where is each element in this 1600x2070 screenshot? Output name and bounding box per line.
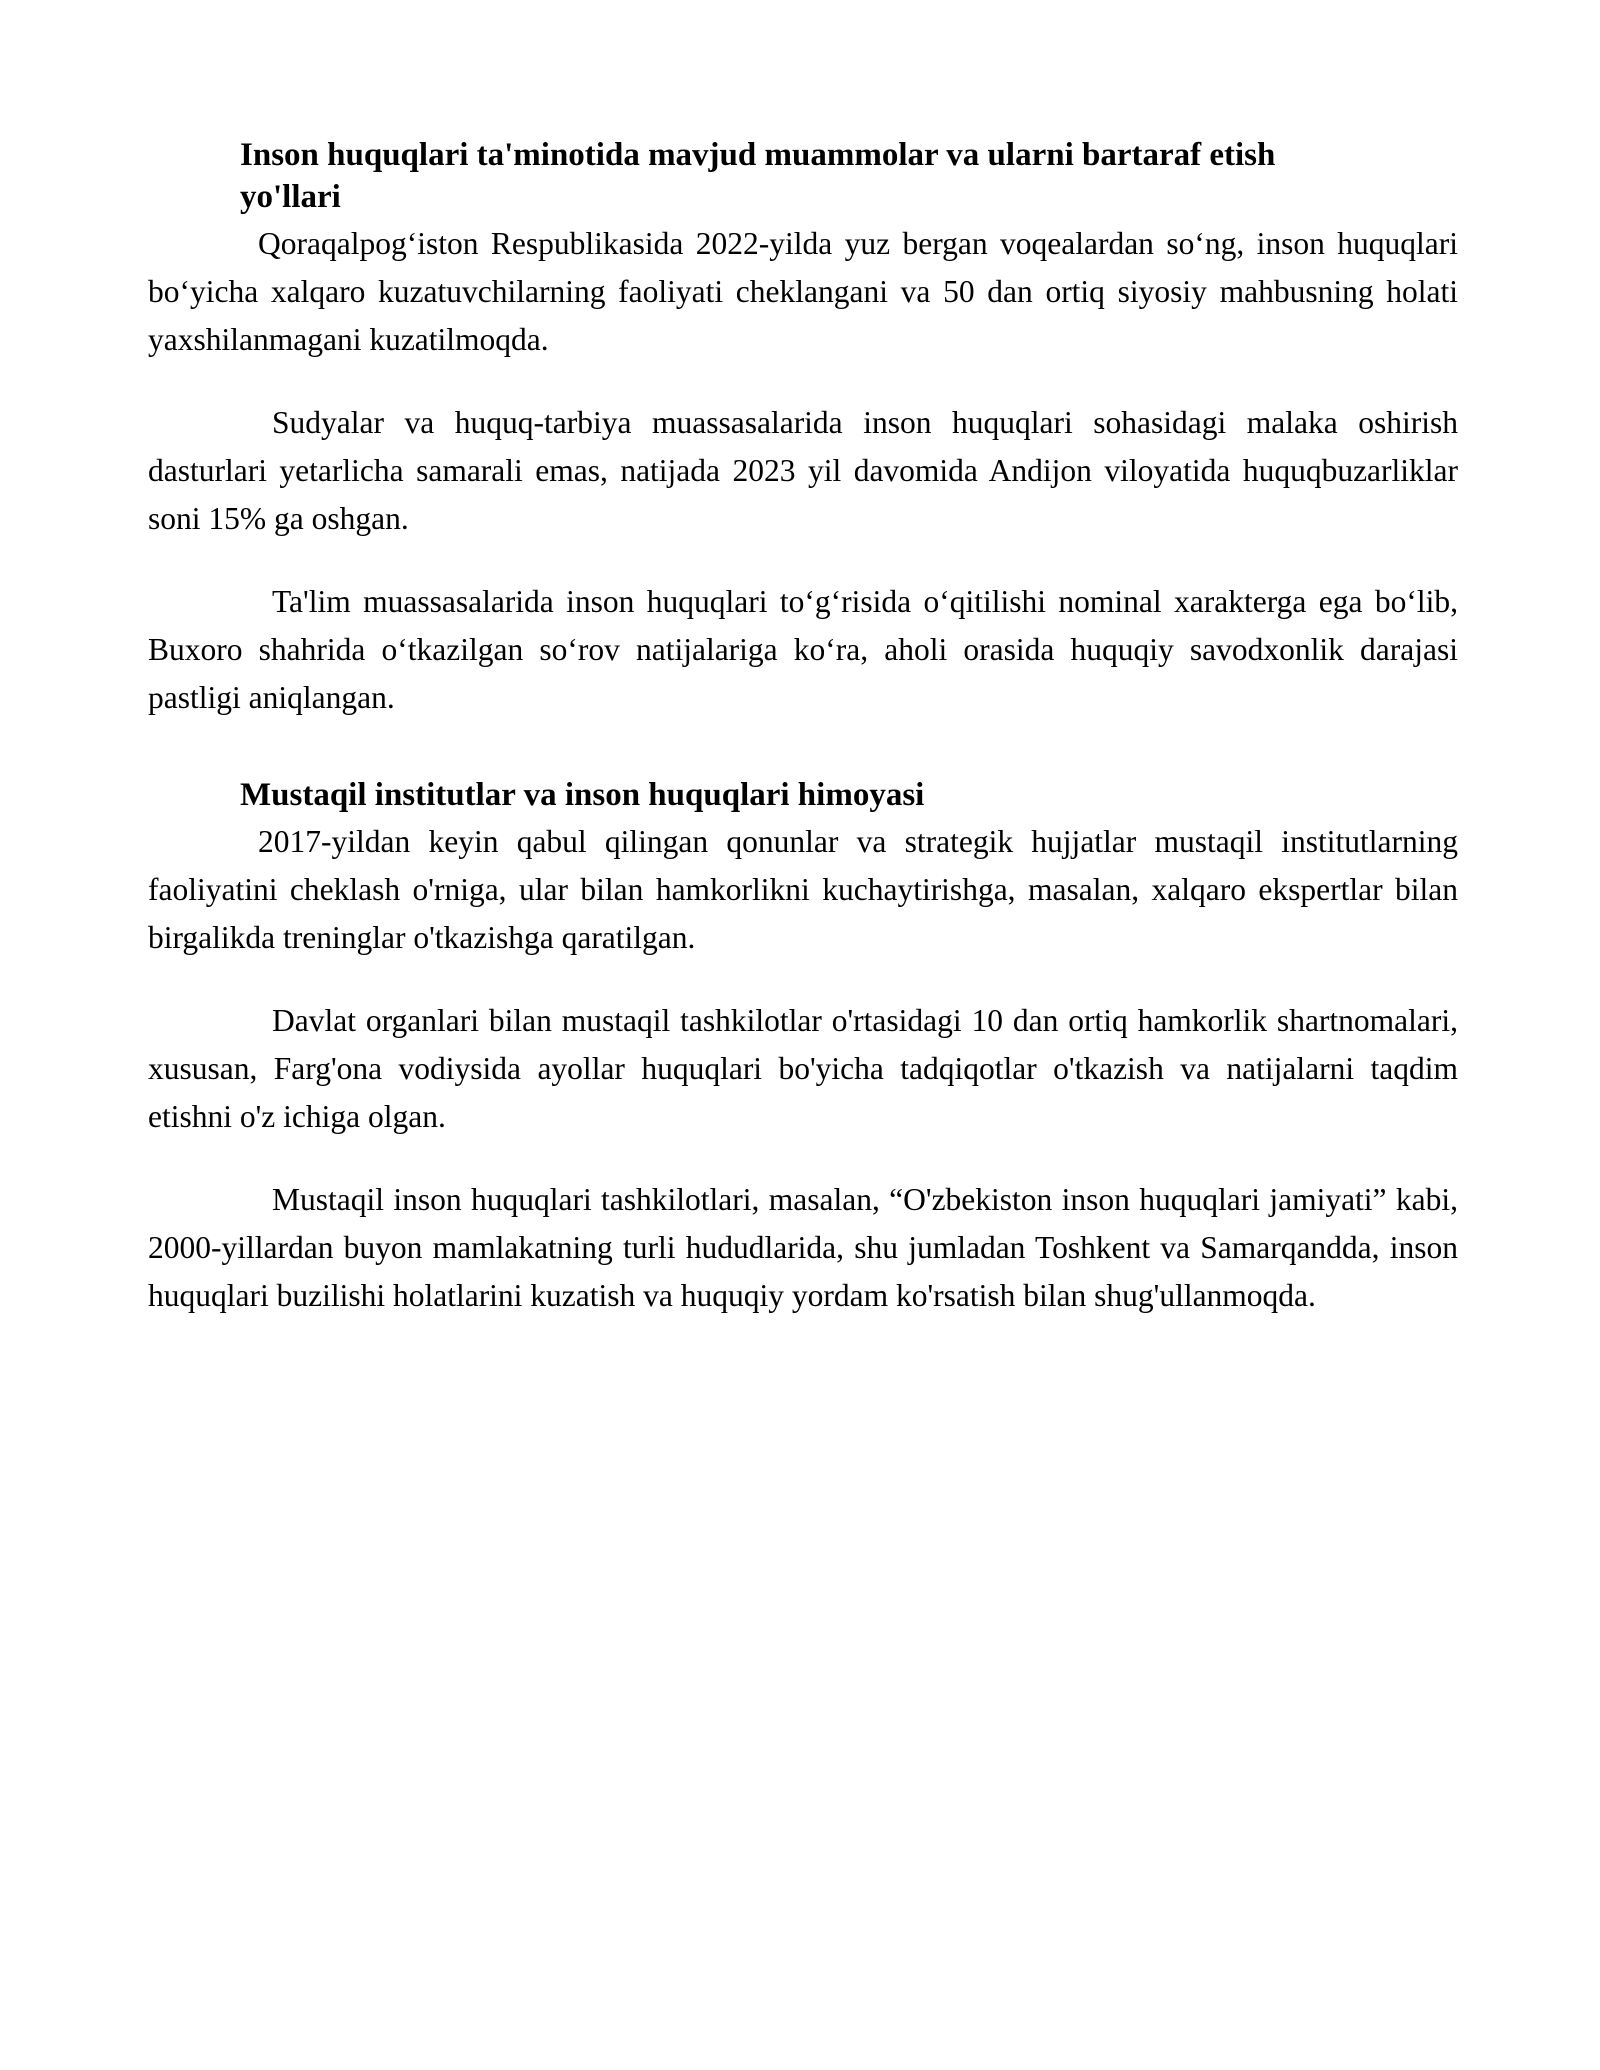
paragraph: 2017-yildan keyin qabul qilingan qonunlar va strategik hujjatlar mustaqil institutlarning faoliyatini cheklash o'rniga, ular bilan hamkorlikni kuchaytirishga, masalan, xalqaro ekspertlar bilan birgalikda treninglar o'tkazishga qaratilgan. xyxy=(148,824,1458,955)
section-heading-problems: Inson huquqlari ta'minotida mavjud muammolar va ularni bartaraf etish yo'llari xyxy=(240,137,1276,215)
paragraph: Davlat organlari bilan mustaqil tashkilotlar o'rtasidagi 10 dan ortiq hamkorlik shartnomalari, xususan, Farg'ona vodiysida ayollar huquqlari bo'yicha tadqiqotlar o'tkazish va natijalarni taqdim etishni o'z ichiga olgan. xyxy=(148,1003,1458,1134)
section-spacer xyxy=(148,722,1458,774)
paragraph-spacer xyxy=(148,962,1458,997)
paragraph: Qoraqalpog‘iston Respublikasida 2022-yilda yuz bergan voqealardan so‘ng, inson huquqlari bo‘yicha xalqaro kuzatuvchilarning faoliyati cheklangani va 50 dan ortiq siyosiy mahbusning holati yaxshilanmagani kuzatilmoqda. xyxy=(148,226,1458,357)
section-heading-institutions: Mustaqil institutlar va inson huquqlari himoyasi xyxy=(240,777,925,813)
document-body xyxy=(148,134,1458,1320)
paragraph: Sudyalar va huquq-tarbiya muassasalarida inson huquqlari sohasidagi malaka oshirish dasturlari yetarlicha samarali emas, natijada 2023 yil davomida Andijon viloyatida huquqbuzarliklar soni 15% ga oshgan. xyxy=(148,405,1458,536)
paragraph: Mustaqil inson huquqlari tashkilotlari, masalan, “O'zbekiston inson huquqlari jamiyati” kabi, 2000-yillardan buyon mamlakatning turli hududlarida, shu jumladan Toshkent va Samarqandda, inson huquqlari buzilishi holatlarini kuzatish va huquqiy yordam ko'rsatish bilan shug'ullanmoqda. xyxy=(148,1182,1458,1313)
paragraph-spacer xyxy=(148,543,1458,578)
paragraph-spacer xyxy=(148,1141,1458,1176)
paragraph-spacer xyxy=(148,364,1458,399)
paragraph: Ta'lim muassasalarida inson huquqlari to‘g‘risida o‘qitilishi nominal xarakterga ega bo‘lib, Buxoro shahrida o‘tkazilgan so‘rov natijalariga ko‘ra, aholi orasida huquqiy savodxonlik darajasi pastligi aniqlangan. xyxy=(148,584,1458,715)
